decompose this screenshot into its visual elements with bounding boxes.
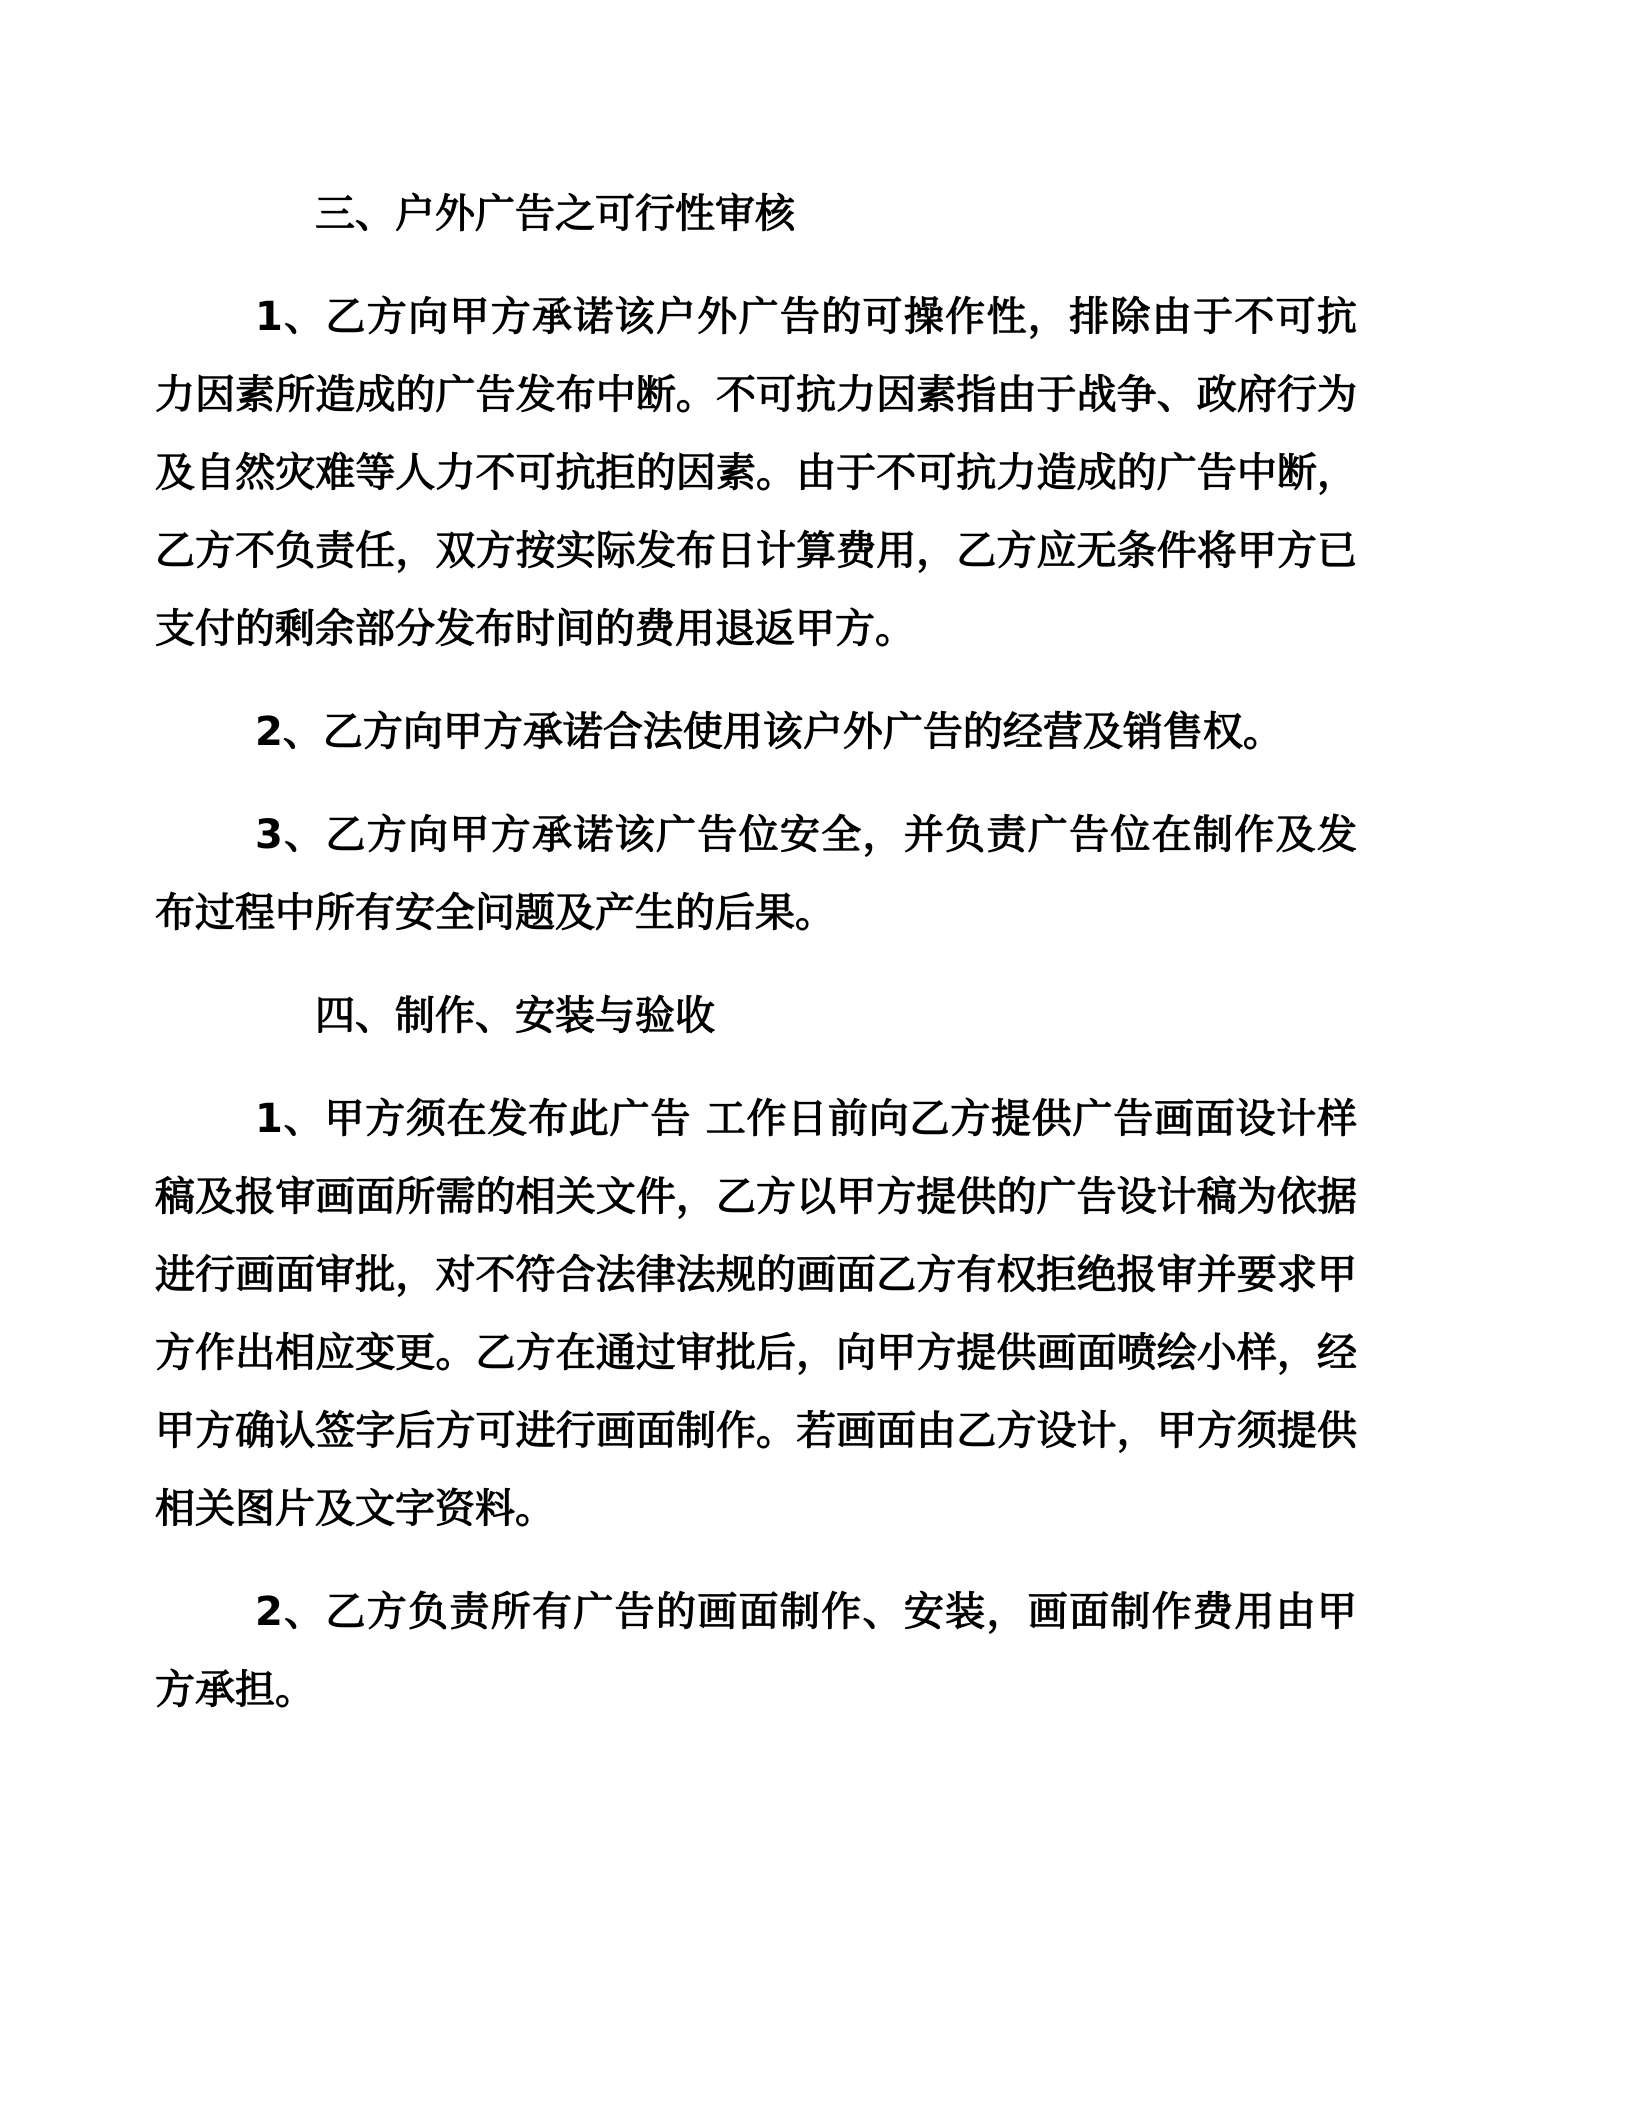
paragraph-clause-3-1: 1、乙方向甲方承诺该户外广告的可操作性，排除由于不可抗力因素所造成的广告发布中断。不可抗力因素指由于战争、政府行为及自然灾难等人力不可抗拒的因素。由于不可抗力造成的广告中断，乙方不负责任，双方按实际发布日计算费用，乙方应无条件将甲方已支付的剩余部分发布时间的费用退返甲方。 xyxy=(155,294,1357,652)
section-heading-outdoor-ad-feasibility-review: 三、户外广告之可行性审核 xyxy=(315,191,795,237)
paragraph-clause-3-3: 3、乙方向甲方承诺该广告位安全，并负责广告位在制作及发布过程中所有安全问题及产生的后果。 xyxy=(155,812,1357,936)
paragraph-clause-4-2: 2、乙方负责所有广告的画面制作、安装，画面制作费用由甲方承担。 xyxy=(155,1589,1357,1713)
section-heading-production-installation-acceptance: 四、制作、安装与验收 xyxy=(315,993,715,1039)
paragraph-clause-4-1: 1、甲方须在发布此广告 工作日前向乙方提供广告画面设计样稿及报审画面所需的相关文件，乙方以甲方提供的广告设计稿为依据进行画面审批，对不符合法律法规的画面乙方有权拒绝报审并要求甲方作出相应变更。乙方在通过审批后，向甲方提供画面喷绘小样，经甲方确认签字后方可进行画面制作。若画面由乙方设计，甲方须提供相关图片及文字资料。 xyxy=(155,1096,1357,1532)
paragraph-clause-3-2: 2、乙方向甲方承诺合法使用该户外广告的经营及销售权。 xyxy=(255,709,1283,755)
